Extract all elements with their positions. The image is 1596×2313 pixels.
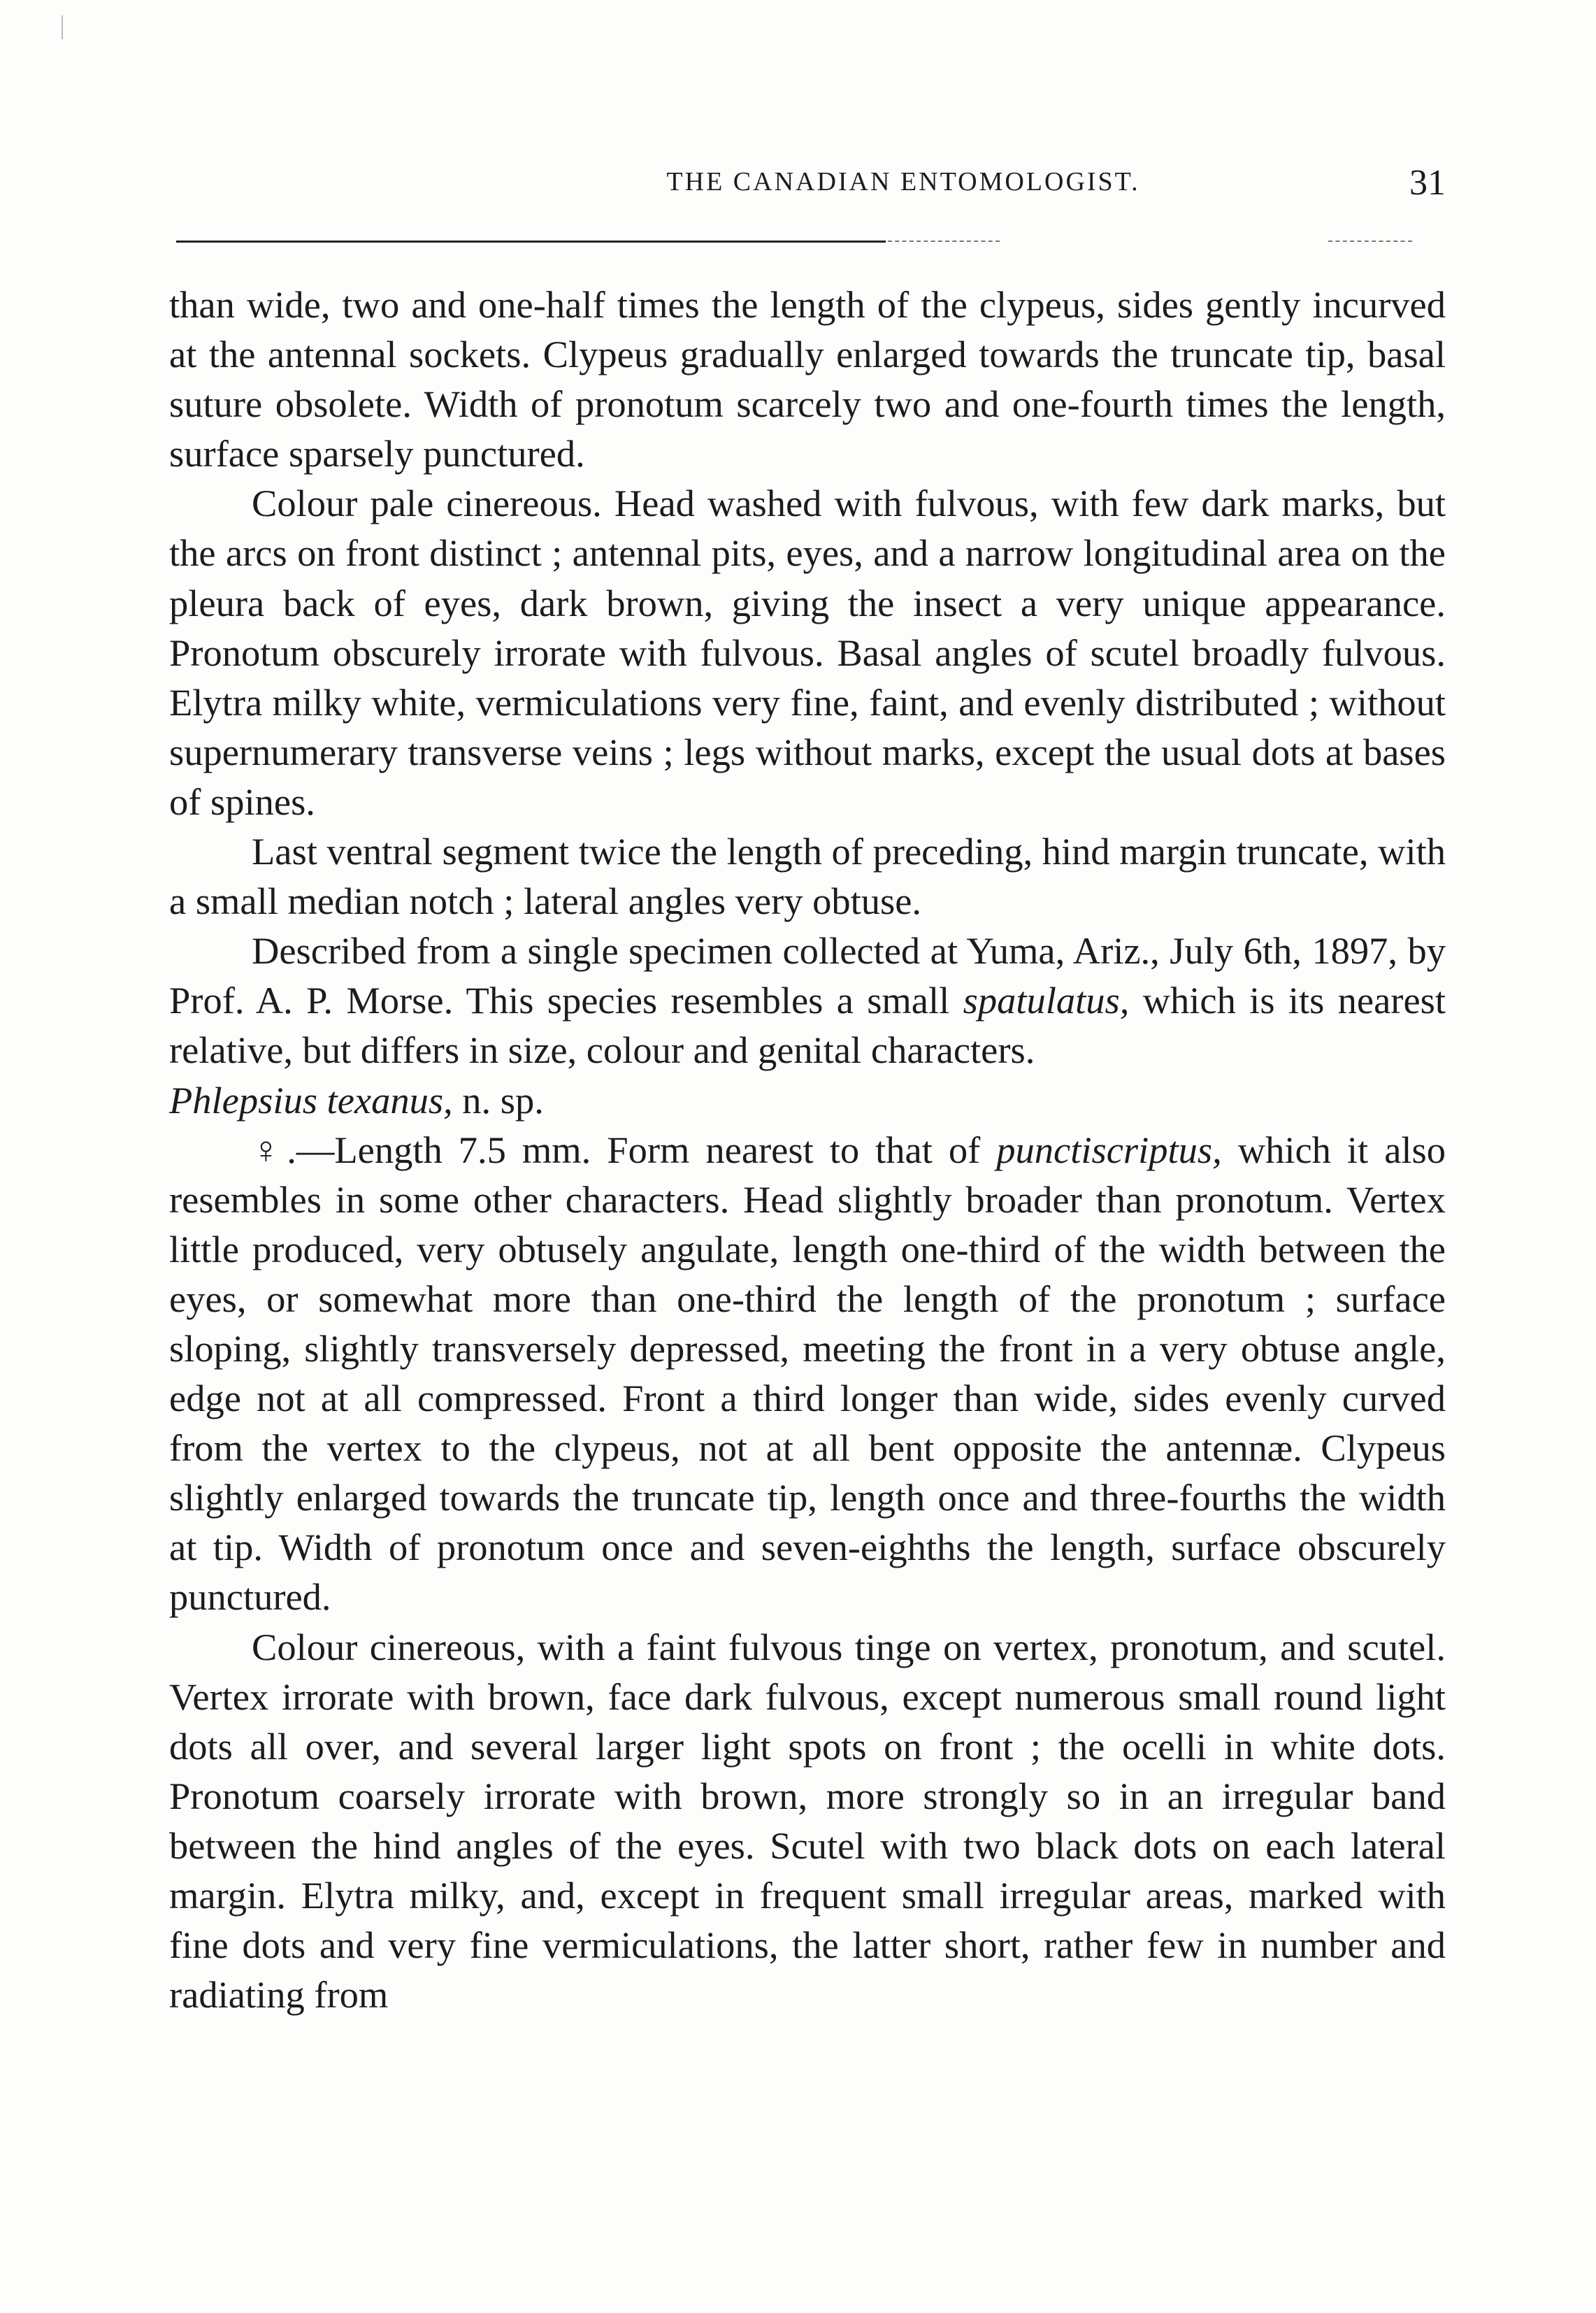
species-suffix: n. sp. [452, 1078, 544, 1122]
species-heading [169, 1075, 1446, 1125]
header-rule-fragment [888, 241, 1000, 242]
paragraph: than wide, two and one-half times the length of the clypeus, sides gently incurved at the antennal sockets. Clypeus gradually enlarged towards the truncate tip, basal suture obsolete. Width of pronotum scarcely two and one-fourth times the length, surface sparsely punctured. [169, 283, 1446, 475]
paragraph: Last ventral segment twice the length of preceding, hind margin truncate, with a small median notch ; lateral angles very obtuse. [169, 830, 1446, 923]
header-rule [176, 241, 886, 243]
italic-species-name: spatulatus, [963, 979, 1130, 1022]
species-name: Phlepsius texanus, [169, 1078, 453, 1122]
header-rule-fragment [1328, 241, 1412, 242]
paragraph: Colour pale cinereous. Head washed with fulvous, with few dark marks, but the arcs on front distinct ; antennal pits, eyes, and a narrow longitudinal area on the pleura back of eyes, dark brown, giving the insect a very unique appearance. Pronotum obscurely irrorate with fulvous. Basal angles of scutel broadly fulvous. Elytra milky white, vermiculations very fine, faint, and evenly distributed ; without supernumerary transverse veins ; legs without marks, except the usual dots at bases of spines. [169, 482, 1446, 823]
text: which it also resembles in some other characters. Head slightly broader than pronotum. Vertex little produced, very obtusely angulate, length one-third of the width between the eyes, or somewhat more than one-third the length of the pronotum ; surface sloping, slightly transversely depressed, meeting the front in a very obtuse angle, edge not at all compressed. Front a third longer than wide, sides evenly curved from the vertex to the clypeus, not at all bent opposite the antennæ. Clypeus slightly enlarged towards the truncate tip, length once and three-fourths the width at tip. Width of pronotum once and seven-eighths the length, surface obscurely punctured. [169, 1128, 1446, 1619]
running-head: THE CANADIAN ENTOMOLOGIST. [666, 167, 1140, 196]
page-header [169, 163, 1446, 215]
text: ♀.—Length 7.5 mm. Form nearest to that of [252, 1128, 997, 1171]
italic-species-name: punctiscriptus, [996, 1128, 1222, 1171]
page-body [169, 280, 1446, 2019]
paragraph-female [169, 1125, 1446, 1622]
paragraph: Colour cinereous, with a faint fulvous tinge on vertex, pronotum, and scutel. Vertex irrorate with brown, face dark fulvous, except numerous small round light dots all over, and several larger light spots on front ; the ocelli in white dots. Pronotum coarsely irrorate with brown, more strongly so in an irregular band between the hind angles of the eyes. Scutel with two black dots on each lateral margin. Elytra milky, and, except in frequent small irregular areas, marked with fine dots and very fine vermiculations, the latter short, rather few in number and radiating from [169, 1625, 1446, 2017]
scan-mark [62, 15, 63, 39]
page-number: 31 [1409, 163, 1446, 203]
text: Described from a single specimen collected at Yuma, Ariz., July 6th, 1897, by Prof. A. P. Morse. This species resembles a small [169, 929, 1446, 1022]
paragraph-described [169, 926, 1446, 1075]
text: which is its nearest relative, but differs in size, colour and genital characters. [169, 979, 1446, 1072]
